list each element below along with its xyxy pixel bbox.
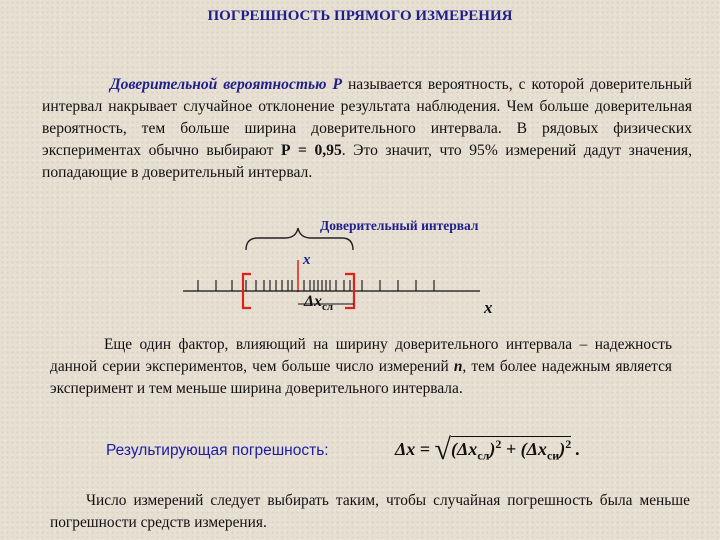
n-variable: n: [453, 358, 463, 375]
formula-lhs: Δx =: [395, 439, 431, 459]
axis-x-label: x: [484, 298, 493, 317]
random-error-label: $\Delta x_{сл}$: [304, 293, 334, 314]
sqrt-icon: √: [434, 433, 452, 466]
measurement-ticks: [198, 280, 434, 291]
conclusion-paragraph: Число измерений следует выбирать таким, чтобы случайная погрешность была меньше погрешности средств измерения.: [50, 492, 690, 531]
p-value: Р = 0,95: [280, 142, 342, 159]
confidence-interval-label: Доверительный интервал: [320, 218, 479, 233]
definition-text-b: . Это значит, что 95% измерений дадут значения, попадающие в доверительный интервал.: [42, 142, 693, 181]
definition-term: Доверительной вероятностью Р: [110, 76, 343, 93]
mean-x-label: x: [303, 252, 311, 268]
page-title: ПОГРЕШНОСТЬ ПРЯМОГО ИЗМЕРЕНИЯ: [207, 8, 513, 24]
reliability-paragraph: Еще один фактор, влияющий на ширину доверительного интервала – надежность данной серии экспериментов, чем больше число измерений n, тем более надежным является эксперимент и тем меньше ширина доверительного интервала.: [50, 336, 673, 397]
result-label: Результирующая погрешность:: [106, 442, 329, 459]
result-formula: $\Delta x = √(\Delta x_{сл})^2 + (\Delta x_{си})^2$ .: [395, 433, 581, 466]
definition-text-a: называется вероятность, с которой доверительный интервал накрывает случайное отклонение результата наблюдения. Чем больше доверительная вероятность, тем больше ширина доверительного интервала. В рядовых физических экспериментах обычно выбирают: [42, 76, 692, 159]
radicand: $(\Delta x_{сл})^2 + (\Delta x_{си})^2$: [451, 437, 572, 463]
interval-brace: [246, 228, 353, 250]
